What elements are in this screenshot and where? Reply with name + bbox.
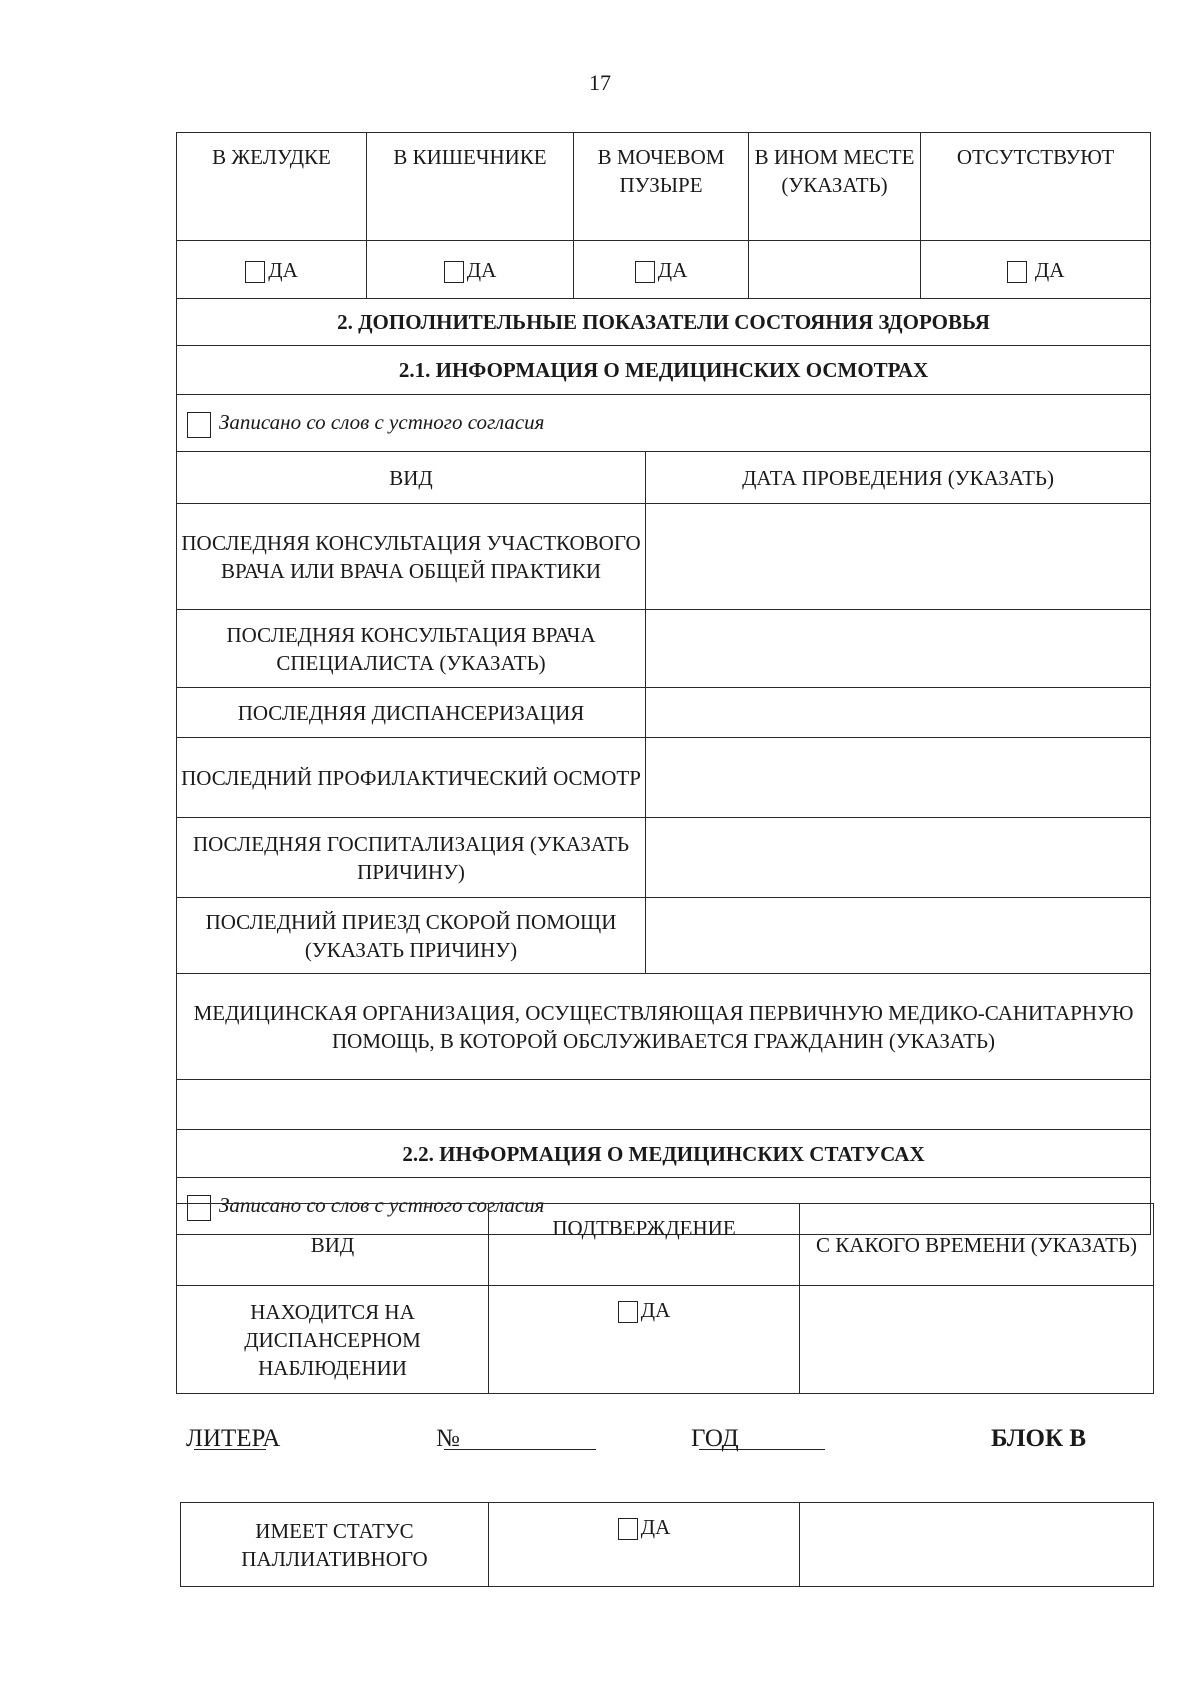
number-label: № <box>436 1425 460 1452</box>
exam-date-input[interactable] <box>646 818 1151 898</box>
consent-label: Записано со слов с устного согласия <box>219 410 545 435</box>
status-confirm-cell <box>489 1286 800 1394</box>
health-indicators-table <box>176 132 1151 1235</box>
bladder-yes-checkbox[interactable] <box>635 261 655 283</box>
header-other-place: В ИНОМ МЕСТЕ (УКАЗАТЬ) <box>749 133 921 241</box>
medical-status-table <box>176 1203 1154 1394</box>
section-2-title: 2. ДОПОЛНИТЕЛЬНЫЕ ПОКАЗАТЕЛИ СОСТОЯНИЯ ЗДОРОВЬЯ <box>177 299 1151 346</box>
exam-row-label: ПОСЛЕДНЯЯ КОНСУЛЬТАЦИЯ ВРАЧА СПЕЦИАЛИСТА (УКАЗАТЬ) <box>177 610 646 688</box>
consent-row-2-1 <box>177 395 1151 452</box>
exam-date-input[interactable] <box>646 688 1151 738</box>
status-col-since: С КАКОГО ВРЕМЕНИ (УКАЗАТЬ) <box>800 1204 1154 1286</box>
number-input[interactable] <box>444 1425 596 1450</box>
section-2-1-title: 2.1. ИНФОРМАЦИЯ О МЕДИЦИНСКИХ ОСМОТРАХ <box>177 346 1151 395</box>
exam-row-label: ПОСЛЕДНИЙ ПРОФИЛАКТИЧЕСКИЙ ОСМОТР <box>177 738 646 818</box>
section-2-2-title: 2.2. ИНФОРМАЦИЯ О МЕДИЦИНСКИХ СТАТУСАХ <box>177 1130 1151 1178</box>
exam-date-input[interactable] <box>646 898 1151 974</box>
palliative-yes-checkbox[interactable] <box>618 1518 638 1540</box>
palliative-since-input[interactable] <box>800 1503 1154 1587</box>
absent-yes-checkbox[interactable] <box>1007 261 1027 283</box>
status-since-input[interactable] <box>800 1286 1154 1394</box>
col-date-header: ДАТА ПРОВЕДЕНИЯ (УКАЗАТЬ) <box>646 452 1151 504</box>
litera-label: ЛИТЕРА <box>186 1425 281 1452</box>
status-confirm-cell <box>489 1503 800 1587</box>
yes-label: ДА <box>268 257 298 282</box>
exam-row-label: ПОСЛЕДНИЙ ПРИЕЗД СКОРОЙ ПОМОЩИ (УКАЗАТЬ ПРИЧИНУ) <box>177 898 646 974</box>
exam-row-label: ПОСЛЕДНЯЯ ГОСПИТАЛИЗАЦИЯ (УКАЗАТЬ ПРИЧИНУ) <box>177 818 646 898</box>
yes-label: ДА <box>640 1298 671 1322</box>
status-col-type: ВИД <box>177 1204 489 1286</box>
yes-label: ДА <box>1034 257 1065 282</box>
exam-date-input[interactable] <box>646 504 1151 610</box>
header-intestine: В КИШЕЧНИКЕ <box>367 133 574 241</box>
header-absent: ОТСУТСТВУЮТ <box>921 133 1151 241</box>
absent-yes-cell <box>921 241 1151 299</box>
stomach-yes-checkbox[interactable] <box>245 261 265 283</box>
status-yes-checkbox[interactable] <box>618 1301 638 1323</box>
year-input[interactable] <box>699 1425 825 1450</box>
header-stomach: В ЖЕЛУДКЕ <box>177 133 367 241</box>
medical-organization-input[interactable] <box>177 1080 1151 1130</box>
stomach-yes-cell <box>177 241 367 299</box>
page-number: 17 <box>589 70 611 95</box>
intestine-yes-cell <box>367 241 574 299</box>
year-label: ГОД <box>691 1425 739 1452</box>
exam-date-input[interactable] <box>646 738 1151 818</box>
medical-organization-label: МЕДИЦИНСКАЯ ОРГАНИЗАЦИЯ, ОСУЩЕСТВЛЯЮЩАЯ ПЕРВИЧНУЮ МЕДИКО-САНИТАРНУЮ ПОМОЩЬ, В КОТОРОЙ ОБСЛУЖИВАЕТСЯ ГРАЖДАНИН (УКАЗАТЬ) <box>177 974 1151 1080</box>
litera-input[interactable] <box>194 1425 266 1450</box>
header-bladder: В МОЧЕВОМ ПУЗЫРЕ <box>574 133 749 241</box>
consent-checkbox-2-1[interactable] <box>187 412 211 438</box>
intestine-yes-checkbox[interactable] <box>444 261 464 283</box>
bladder-yes-cell <box>574 241 749 299</box>
yes-label: ДА <box>657 257 688 282</box>
exam-row-label: ПОСЛЕДНЯЯ ДИСПАНСЕРИЗАЦИЯ <box>177 688 646 738</box>
palliative-status-table <box>180 1502 1154 1587</box>
page-footer <box>186 1425 1116 1465</box>
consent-label: Записано со слов с устного согласия <box>219 1193 545 1218</box>
yes-label: ДА <box>466 257 497 282</box>
col-type-header: ВИД <box>177 452 646 504</box>
status-row-label: НАХОДИТСЯ НА ДИСПАНСЕРНОМ НАБЛЮДЕНИИ <box>177 1286 489 1394</box>
other-place-input[interactable] <box>749 241 921 299</box>
yes-label: ДА <box>640 1515 671 1539</box>
exam-row-label: ПОСЛЕДНЯЯ КОНСУЛЬТАЦИЯ УЧАСТКОВОГО ВРАЧА ИЛИ ВРАЧА ОБЩЕЙ ПРАКТИКИ <box>177 504 646 610</box>
exam-date-input[interactable] <box>646 610 1151 688</box>
status-col-confirm: ПОДТВЕРЖДЕНИЕ <box>489 1204 800 1286</box>
status-row-label: ИМЕЕТ СТАТУС ПАЛЛИАТИВНОГО <box>181 1503 489 1587</box>
block-label: БЛОК В <box>991 1425 1087 1452</box>
